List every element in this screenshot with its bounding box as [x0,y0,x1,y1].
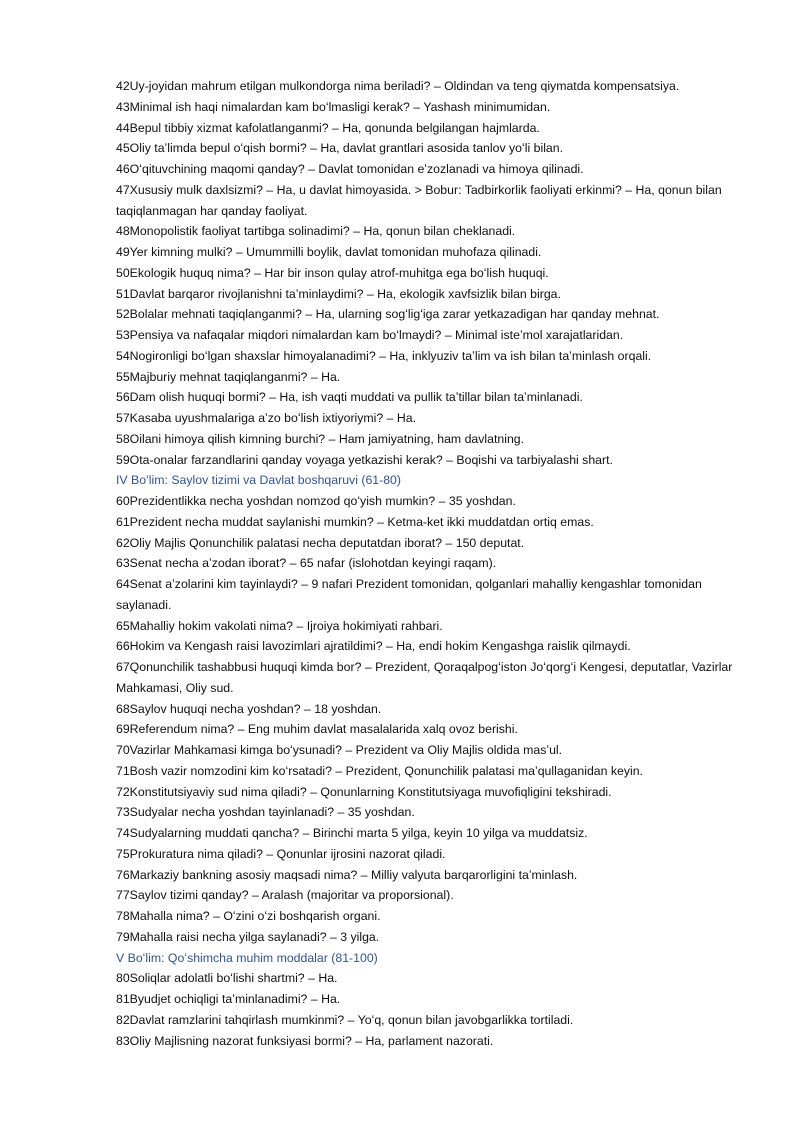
qa-line: 72Konstitutsiyaviy sud nima qiladi? – Qonunlarning Konstitutsiyaga muvofiqligini tekshiradi. [116,784,612,799]
qa-line: 57Kasaba uyushmalariga aʼzo boʻlish ixtiyoriymi? – Ha. [116,411,417,425]
qa-line: 68Saylov huquqi necha yoshdan? – 18 yoshdan. [116,701,382,716]
qa-line: 66Hokim va Kengash raisi lavozimlari ajratildimi? – Ha, endi hokim Kengashga raislik qilmaydi. [116,639,631,654]
qa-line: 58Oilani himoya qilish kimning burchi? – Ham jamiyatning, ham davlatning. [116,431,525,446]
qa-line: 78Mahalla nima? – Oʻzini oʻzi boshqarish organi. [116,909,381,923]
qa-line: 55Majburiy mehnat taqiqlanganmi? – Ha. [116,369,341,384]
section-heading: V Boʻlim: Qoʻshimcha muhim moddalar (81-100) [116,950,378,965]
qa-line: 76Markaziy bankning asosiy maqsadi nima? – Milliy valyuta barqarorligini taʼminlash. [116,867,578,882]
qa-line: 64Senat aʼzolarini kim tayinlaydi? – 9 nafari Prezident tomonidan, qolganlari mahalliy kengashlar tomonidan saylanadi. [116,577,702,612]
qa-line: 65Mahalliy hokim vakolati nima? – Ijroiya hokimiyati rahbari. [116,618,443,633]
qa-line: 50Ekologik huquq nima? – Har bir inson qulay atrof-muhitga ega boʻlish huquqi. [116,265,549,280]
qa-line: 53Pensiya va nafaqalar miqdori nimalardan kam boʻlmaydi? – Minimal isteʼmol xarajatlaridan. [116,328,624,342]
qa-line: 74Sudyalarning muddati qancha? – Birinchi marta 5 yilga, keyin 10 yilga va muddatsiz. [116,826,588,840]
document-body [116,76,756,1051]
qa-line: 48Monopolistik faoliyat tartibga solinadimi? – Ha, qonun bilan cheklanadi. [116,224,516,239]
section-heading: IV Boʻlim: Saylov tizimi va Davlat boshqaruvi (61-80) [116,473,401,488]
qa-line: 43Minimal ish haqi nimalardan kam boʻlmasligi kerak? – Yashash minimumidan. [116,99,551,114]
qa-line: 47Xususiy mulk daxlsizmi? – Ha, u davlat himoyasida. > Bobur: Tadbirkorlik faoliyati erkinmi? – Ha, qonun bilan taqiqlanmagan har qanday faoliyat. [116,182,722,218]
qa-line: 44Bepul tibbiy xizmat kafolatlanganmi? – Ha, qonunda belgilangan hajmlarda. [116,120,540,135]
qa-line: 60Prezidentlikka necha yoshdan nomzod qoʻyish mumkin? – 35 yoshdan. [116,494,516,508]
qa-line: 73Sudyalar necha yoshdan tayinlanadi? – 35 yoshdan. [116,805,415,820]
qa-line: 77Saylov tizimi qanday? – Aralash (majoritar va proporsional). [116,888,454,903]
qa-line: 69Referendum nima? – Eng muhim davlat masalalarida xalq ovoz berishi. [116,722,518,737]
qa-line: 67Qonunchilik tashabbusi huquqi kimda bor? – Prezident, Qoraqalpogʻiston Joʻqorgʻi Kengesi, deputatlar, Vazirlar Mahkamasi, Oliy sud. [116,660,733,695]
qa-line: 81Byudjet ochiqligi taʼminlanadimi? – Ha. [116,992,341,1006]
qa-line: 49Yer kimning mulki? – Umummilli boylik, davlat tomonidan muhofaza qilinadi. [116,245,542,259]
qa-line: 71Bosh vazir nomzodini kim koʻrsatadi? – Prezident, Qonunchilik palatasi maʼqullaganidan keyin. [116,763,644,778]
qa-line: 46Oʻqituvchining maqomi qanday? – Davlat tomonidan eʼzozlanadi va himoya qilinadi. [116,162,584,176]
qa-line: 63Senat necha aʼzodan iborat? – 65 nafar (islohotdan keyingi raqam). [116,556,497,571]
qa-line: 80Soliqlar adolatli boʻlishi shartmi? – Ha. [116,971,338,986]
qa-line: 42Uy-joyidan mahrum etilgan mulkondorga nima beriladi? – Oldindan va teng qiymatda kompensatsiya. [116,79,680,93]
qa-line: 51Davlat barqaror rivojlanishni taʼminlaydimi? – Ha, ekologik xavfsizlik bilan birga. [116,286,561,301]
qa-line: 62Oliy Majlis Qonunchilik palatasi necha deputatdan iborat? – 150 deputat. [116,535,525,550]
qa-line: 75Prokuratura nima qiladi? – Qonunlar ijrosini nazorat qiladi. [116,846,446,861]
qa-line: 82Davlat ramzlarini tahqirlash mumkinmi? – Yoʻq, qonun bilan javobgarlikka tortiladi. [116,1012,574,1027]
qa-line: 61Prezident necha muddat saylanishi mumkin? – Ketma-ket ikki muddatdan ortiq emas. [116,514,594,529]
qa-line: 54Nogironligi boʻlgan shaxslar himoyalanadimi? – Ha, inklyuziv taʼlim va ish bilan taʼminlash orqali. [116,348,652,363]
qa-line: 70Vazirlar Mahkamasi kimga boʻysunadi? – Prezident va Oliy Majlis oldida masʼul. [116,743,563,757]
qa-line: 52Bolalar mehnati taqiqlanganmi? – Ha, ularning sogʻligʻiga zarar yetkazadigan har qanday mehnat. [116,307,660,322]
qa-line: 59Ota-onalar farzandlarini qanday voyaga yetkazishi kerak? – Boqishi va tarbiyalashi shart. [116,452,613,467]
qa-line: 83Oliy Majlisning nazorat funksiyasi bormi? – Ha, parlament nazorati. [116,1033,494,1048]
qa-line: 45Oliy taʼlimda bepul oʻqish bormi? – Ha, davlat grantlari asosida tanlov yoʻli bilan. [116,141,564,156]
qa-line: 79Mahalla raisi necha yilga saylanadi? – 3 yilga. [116,929,380,944]
qa-line: 56Dam olish huquqi bormi? – Ha, ish vaqti muddati va pullik taʼtillar bilan taʼminlanadi. [116,390,583,405]
